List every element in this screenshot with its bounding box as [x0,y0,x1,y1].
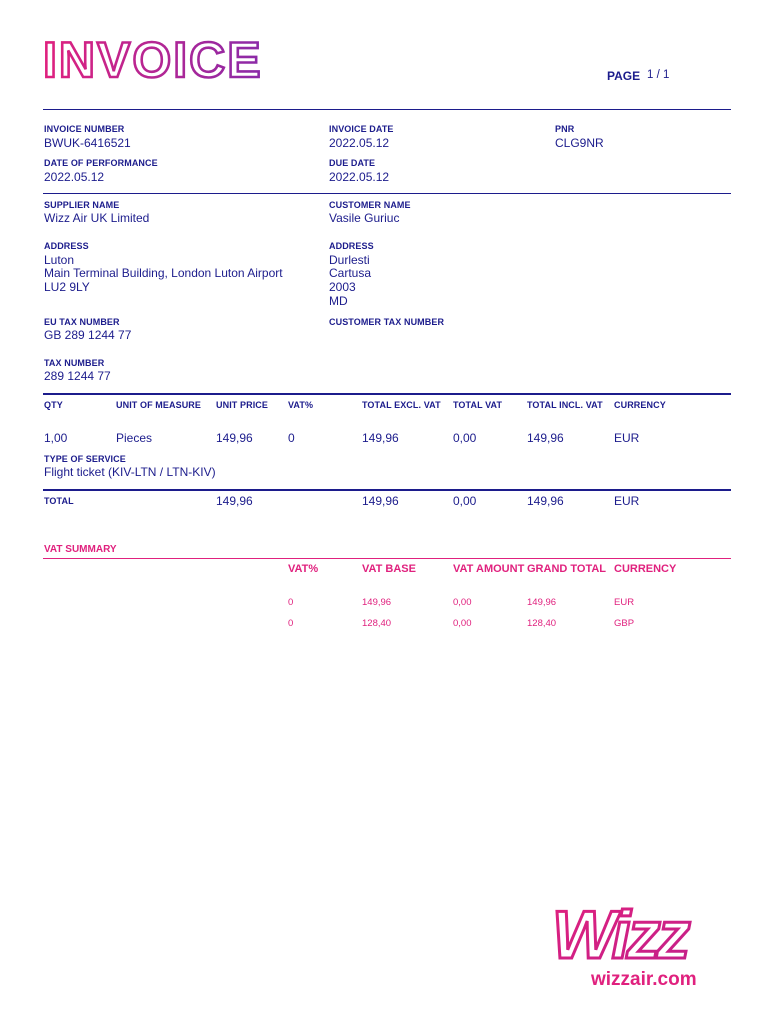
col-header-qty: QTY [44,400,63,410]
pnr-value: CLG9NR [555,136,604,150]
supplier-address-label: ADDRESS [44,241,89,251]
invoice-date-label: INVOICE DATE [329,124,394,134]
invoice-number-label: INVOICE NUMBER [44,124,125,134]
item-unit-price: 149,96 [216,431,253,445]
total-unit-price: 149,96 [216,494,253,508]
vat-row-base: 128,40 [362,618,392,629]
due-date: 2022.05.12 [329,170,390,184]
tax-number: 289 1244 77 [44,369,111,383]
brand-url [591,969,697,991]
item-total-incl: 149,96 [527,431,564,445]
supplier-address-line: Main Terminal Building, London Luton Airport [44,266,283,280]
customer-address-line: Durlesti [329,253,370,267]
wizz-logo [548,892,728,970]
col-header-currency: CURRENCY [614,400,666,410]
page-number: 1 / 1 [647,69,670,81]
customer-address-line: MD [329,294,348,308]
service-type: Flight ticket (KIV-LTN / LTN-KIV) [44,465,216,479]
vat-row-grand-total: 128,40 [527,618,557,629]
customer-name: Vasile Guriuc [329,211,400,225]
divider [43,489,731,491]
tax-number-label: TAX NUMBER [44,358,105,368]
vat-col-header-pct: VAT% [288,563,319,575]
svg-text:INVOICE: INVOICE [43,33,263,83]
invoice-title [42,33,292,83]
total-excl-vat: 149,96 [362,494,399,508]
due-date-label: DUE DATE [329,158,376,168]
vat-row-pct: 0 [288,618,294,629]
vat-col-header-base: VAT BASE [362,563,416,575]
vat-summary-title: VAT SUMMARY [44,544,117,555]
total-currency: EUR [614,494,640,508]
item-unit: Pieces [116,431,153,445]
col-header-total-excl: TOTAL EXCL. VAT [362,400,441,410]
supplier-address-line: LU2 9LY [44,280,90,294]
item-total-vat: 0,00 [453,431,477,445]
vat-row-base: 149,96 [362,597,392,608]
vat-col-header-grand-total: GRAND TOTAL [527,563,607,575]
total-label: TOTAL [44,496,74,506]
vat-row-currency: GBP [614,618,635,629]
col-header-total-vat: TOTAL VAT [453,400,503,410]
vat-row-amount: 0,00 [453,597,472,608]
customer-address-line: 2003 [329,280,356,294]
supplier-name-label: SUPPLIER NAME [44,200,120,210]
performance-date: 2022.05.12 [44,170,105,184]
customer-address-line: Cartusa [329,266,372,280]
divider [43,109,731,110]
supplier-name: Wizz Air UK Limited [44,211,150,225]
pnr-label: PNR [555,124,575,134]
total-vat: 0,00 [453,494,477,508]
eu-tax-number: GB 289 1244 77 [44,328,132,342]
divider [43,393,731,395]
item-qty: 1,00 [44,431,68,445]
performance-date-label: DATE OF PERFORMANCE [44,158,158,168]
col-header-total-incl: TOTAL INCL. VAT [527,400,603,410]
customer-name-label: CUSTOMER NAME [329,200,411,210]
item-currency: EUR [614,431,640,445]
supplier-address-line: Luton [44,253,75,267]
svg-text:Wizz: Wizz [552,897,687,970]
invoice-date: 2022.05.12 [329,136,390,150]
vat-row-pct: 0 [288,597,294,608]
vat-col-header-currency: CURRENCY [614,563,677,575]
item-total-excl: 149,96 [362,431,399,445]
brand-url-text: wizzair.com [591,969,697,990]
eu-tax-label: EU TAX NUMBER [44,317,120,327]
total-incl-vat: 149,96 [527,494,564,508]
invoice-number: BWUK-6416521 [44,136,131,150]
vat-row-amount: 0,00 [453,618,472,629]
col-header-unit: UNIT OF MEASURE [116,400,202,410]
col-header-unit-price: UNIT PRICE [216,400,269,410]
col-header-vat-pct: VAT% [288,400,314,410]
customer-address-label: ADDRESS [329,241,374,251]
vat-row-currency: EUR [614,597,635,608]
divider [43,558,731,559]
vat-row-grand-total: 149,96 [527,597,557,608]
page-label: PAGE [607,69,641,83]
item-vat-pct: 0 [288,431,295,445]
customer-tax-label: CUSTOMER TAX NUMBER [329,317,445,327]
divider [43,193,731,194]
service-type-label: TYPE OF SERVICE [44,454,126,464]
vat-col-header-amount: VAT AMOUNT [453,563,525,575]
